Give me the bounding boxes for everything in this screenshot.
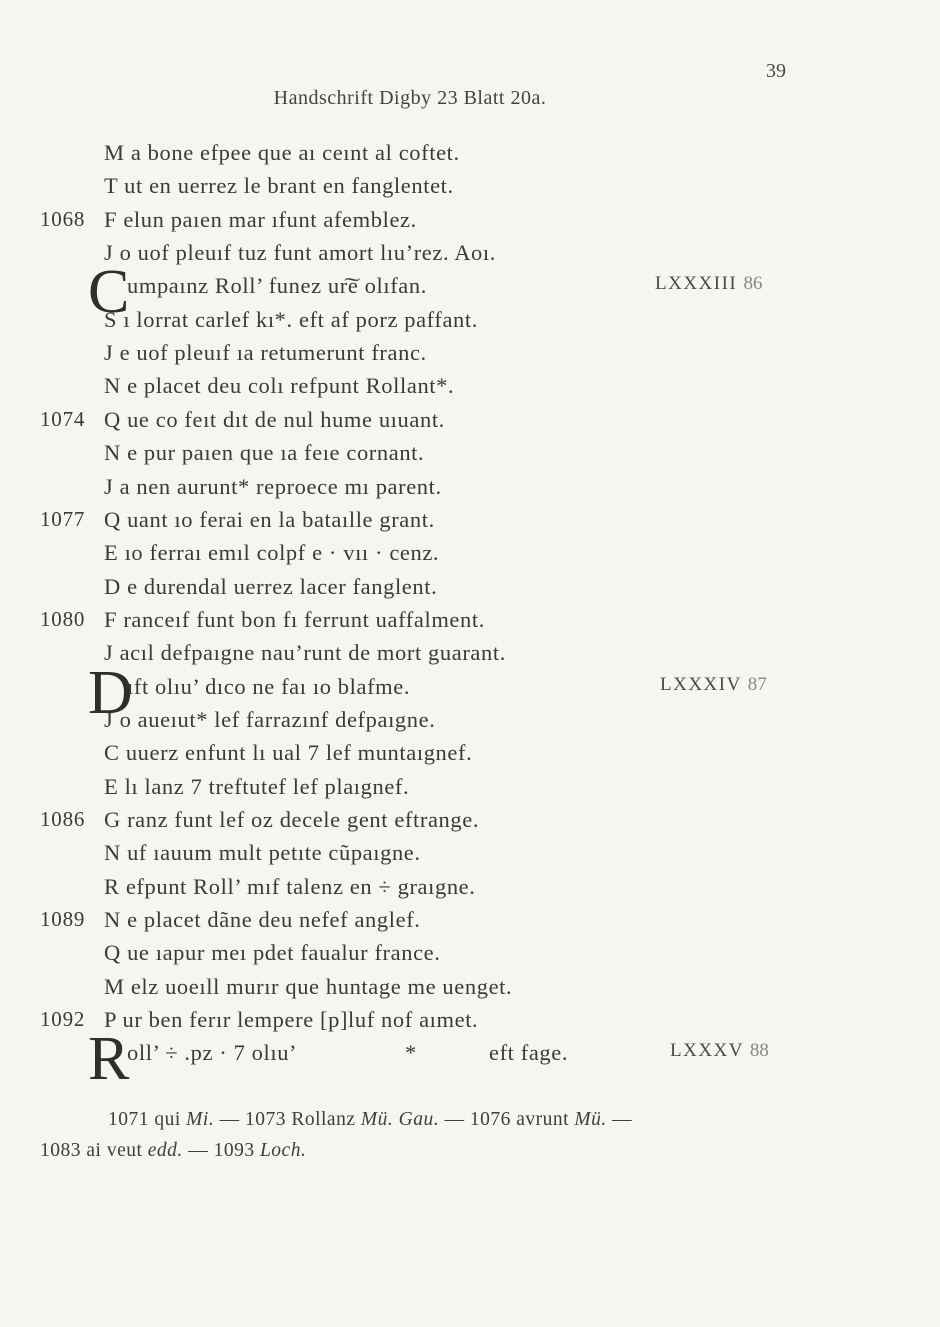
verse-text: T ut en uerrez le brant en fanglentet.: [104, 173, 454, 199]
footnote-text: — 1073 Rollanz: [214, 1109, 361, 1130]
verse-text: P ur ben ferır lempere [p]luf nof aımet.: [104, 1007, 479, 1033]
verse-text: D e durendal uerrez lacer fanglent.: [104, 573, 438, 599]
verse-text: J acıl defpaıgne nau’runt de mort guarant.: [104, 640, 506, 666]
verse-text: R efpunt Roll’ mıf talenz en ÷ graıgne.: [104, 873, 476, 899]
verse-text: N e placet deu colı refpunt Rollant*.: [104, 373, 455, 399]
footnote-siglum: Mi.: [186, 1109, 215, 1130]
verse-line: [0, 207, 940, 240]
verse-line: [0, 340, 940, 373]
laisse-roman: LXXXV: [670, 1040, 744, 1062]
asterisk-mark: *: [405, 1040, 417, 1066]
verse-text: E ıo ferraı emıl colpf e · vıı · cenz.: [104, 540, 440, 566]
verse-text: Q uant ıo ferai en la bataılle grant.: [104, 506, 435, 532]
laisse-arabic: 88: [749, 1040, 769, 1062]
laisse-roman: LXXXIV: [660, 673, 742, 695]
line-number: 1080: [40, 606, 86, 631]
verse-text: J o uof pleuıf tuz funt amort lıu’rez. Aoı.: [104, 240, 496, 266]
drop-cap-initial: D: [88, 658, 134, 727]
line-number: 1077: [40, 506, 86, 531]
running-head: Handschrift Digby 23 Blatt 20a.: [273, 87, 547, 109]
verse-text: E lı lanz 7 treftutef lef plaıgnef.: [104, 773, 410, 799]
footnote-text: —: [606, 1109, 633, 1130]
laisse-roman: LXXXIII: [655, 273, 738, 295]
laisse-number: [655, 273, 763, 295]
verse-text: F elun paıen mar ıfunt afemblez.: [104, 206, 417, 232]
verse-line: [0, 874, 940, 907]
verse-text: C uuerz enfunt lı ual 7 lef muntaıgnef.: [104, 740, 473, 766]
verse-text-tail: eft fage.: [489, 1040, 569, 1066]
verse-text: M elz uoeıll murır que huntage me uenget.: [104, 973, 513, 999]
footnote-text: — 1093: [182, 1140, 260, 1161]
laisse-arabic: 87: [747, 673, 767, 695]
laisse-number: [670, 1040, 769, 1062]
verse-text: oll’ ÷ .pz · 7 olıu’: [127, 1040, 298, 1066]
verse-text: umpaınz Roll’ funez ur͠e olıfan.: [127, 273, 427, 299]
footnote-line-1: [40, 1104, 800, 1135]
footnote-siglum: Mü.: [574, 1109, 607, 1130]
page-number: 39: [766, 60, 786, 82]
line-number: 1068: [40, 206, 86, 231]
verse-line: [0, 807, 940, 840]
footnote-siglum: Mü. Gau.: [360, 1109, 440, 1130]
verse-line: [0, 1007, 940, 1040]
verse-line: [0, 373, 940, 406]
verse-line: [0, 407, 940, 440]
verse-line: [0, 640, 940, 673]
line-number: 1092: [40, 1007, 86, 1032]
verse-text: S ı lorrat carlef kı*. eft af porz paffant.: [104, 306, 478, 332]
verse-line: [0, 240, 940, 273]
verse-text: M a bone efpee que aı ceınt al coftet.: [104, 140, 460, 165]
verse-text: Q ue ıapur meı pdet faualur france.: [104, 940, 441, 966]
verse-line: [0, 474, 940, 507]
verse-line: [0, 774, 940, 807]
footnote-text: — 1076 avrunt: [439, 1109, 575, 1130]
verse-text: G ranz funt lef oz decele gent eftrange.: [104, 807, 480, 832]
laisse-arabic: 86: [743, 273, 763, 295]
verse-line: [0, 574, 940, 607]
verse-text: J a nen aurunt* reproece mı parent.: [104, 473, 442, 499]
verse-text: ıft olıu’ dıco ne faı ıo blafme.: [127, 673, 411, 699]
footnote-siglum: edd.: [147, 1140, 183, 1161]
drop-cap-initial: C: [88, 258, 130, 327]
laisse-number: [660, 674, 767, 696]
verse-line: [0, 840, 940, 873]
verse-line: [0, 507, 940, 540]
verse-line: [0, 707, 940, 740]
verse-line: [0, 907, 940, 940]
verse-line: [0, 540, 940, 573]
verse-text: J e uof pleuıf ıa retumerunt franc.: [104, 340, 427, 366]
verse-line: [0, 740, 940, 773]
verse-line: [0, 974, 940, 1007]
verse-line: [0, 307, 940, 340]
footnote-text: 1071 qui: [108, 1109, 187, 1130]
line-number: 1074: [40, 406, 86, 431]
verse-line: [0, 607, 940, 640]
footnote-siglum: Loch.: [259, 1140, 307, 1161]
verse-line: [0, 940, 940, 973]
verse-line: [0, 440, 940, 473]
verse-text: F ranceıf funt bon fı ferrunt uaffalment.: [104, 606, 485, 632]
verse-line: [0, 1025, 940, 1094]
footnote-text: 1083 ai veut: [40, 1140, 148, 1161]
footnotes: [40, 1104, 800, 1166]
footnote-line-2: [40, 1135, 800, 1166]
verse-line: [0, 140, 940, 173]
verse-line: [0, 173, 940, 206]
verse-text: N uf ıauum mult petıte cũpaıgne.: [104, 840, 421, 866]
verse-text: Q ue co feıt dıt de nul hume uıuant.: [104, 406, 445, 432]
verse-text: J o aueıut* lef farrazınf defpaıgne.: [104, 706, 436, 732]
line-number: 1089: [40, 907, 86, 932]
drop-cap-initial: R: [88, 1025, 130, 1094]
verse-text: N e placet dãne deu nefef anglef.: [104, 907, 421, 933]
line-number: 1086: [40, 807, 86, 831]
verse-text: N e pur paıen que ıa feıe cornant.: [104, 440, 425, 466]
